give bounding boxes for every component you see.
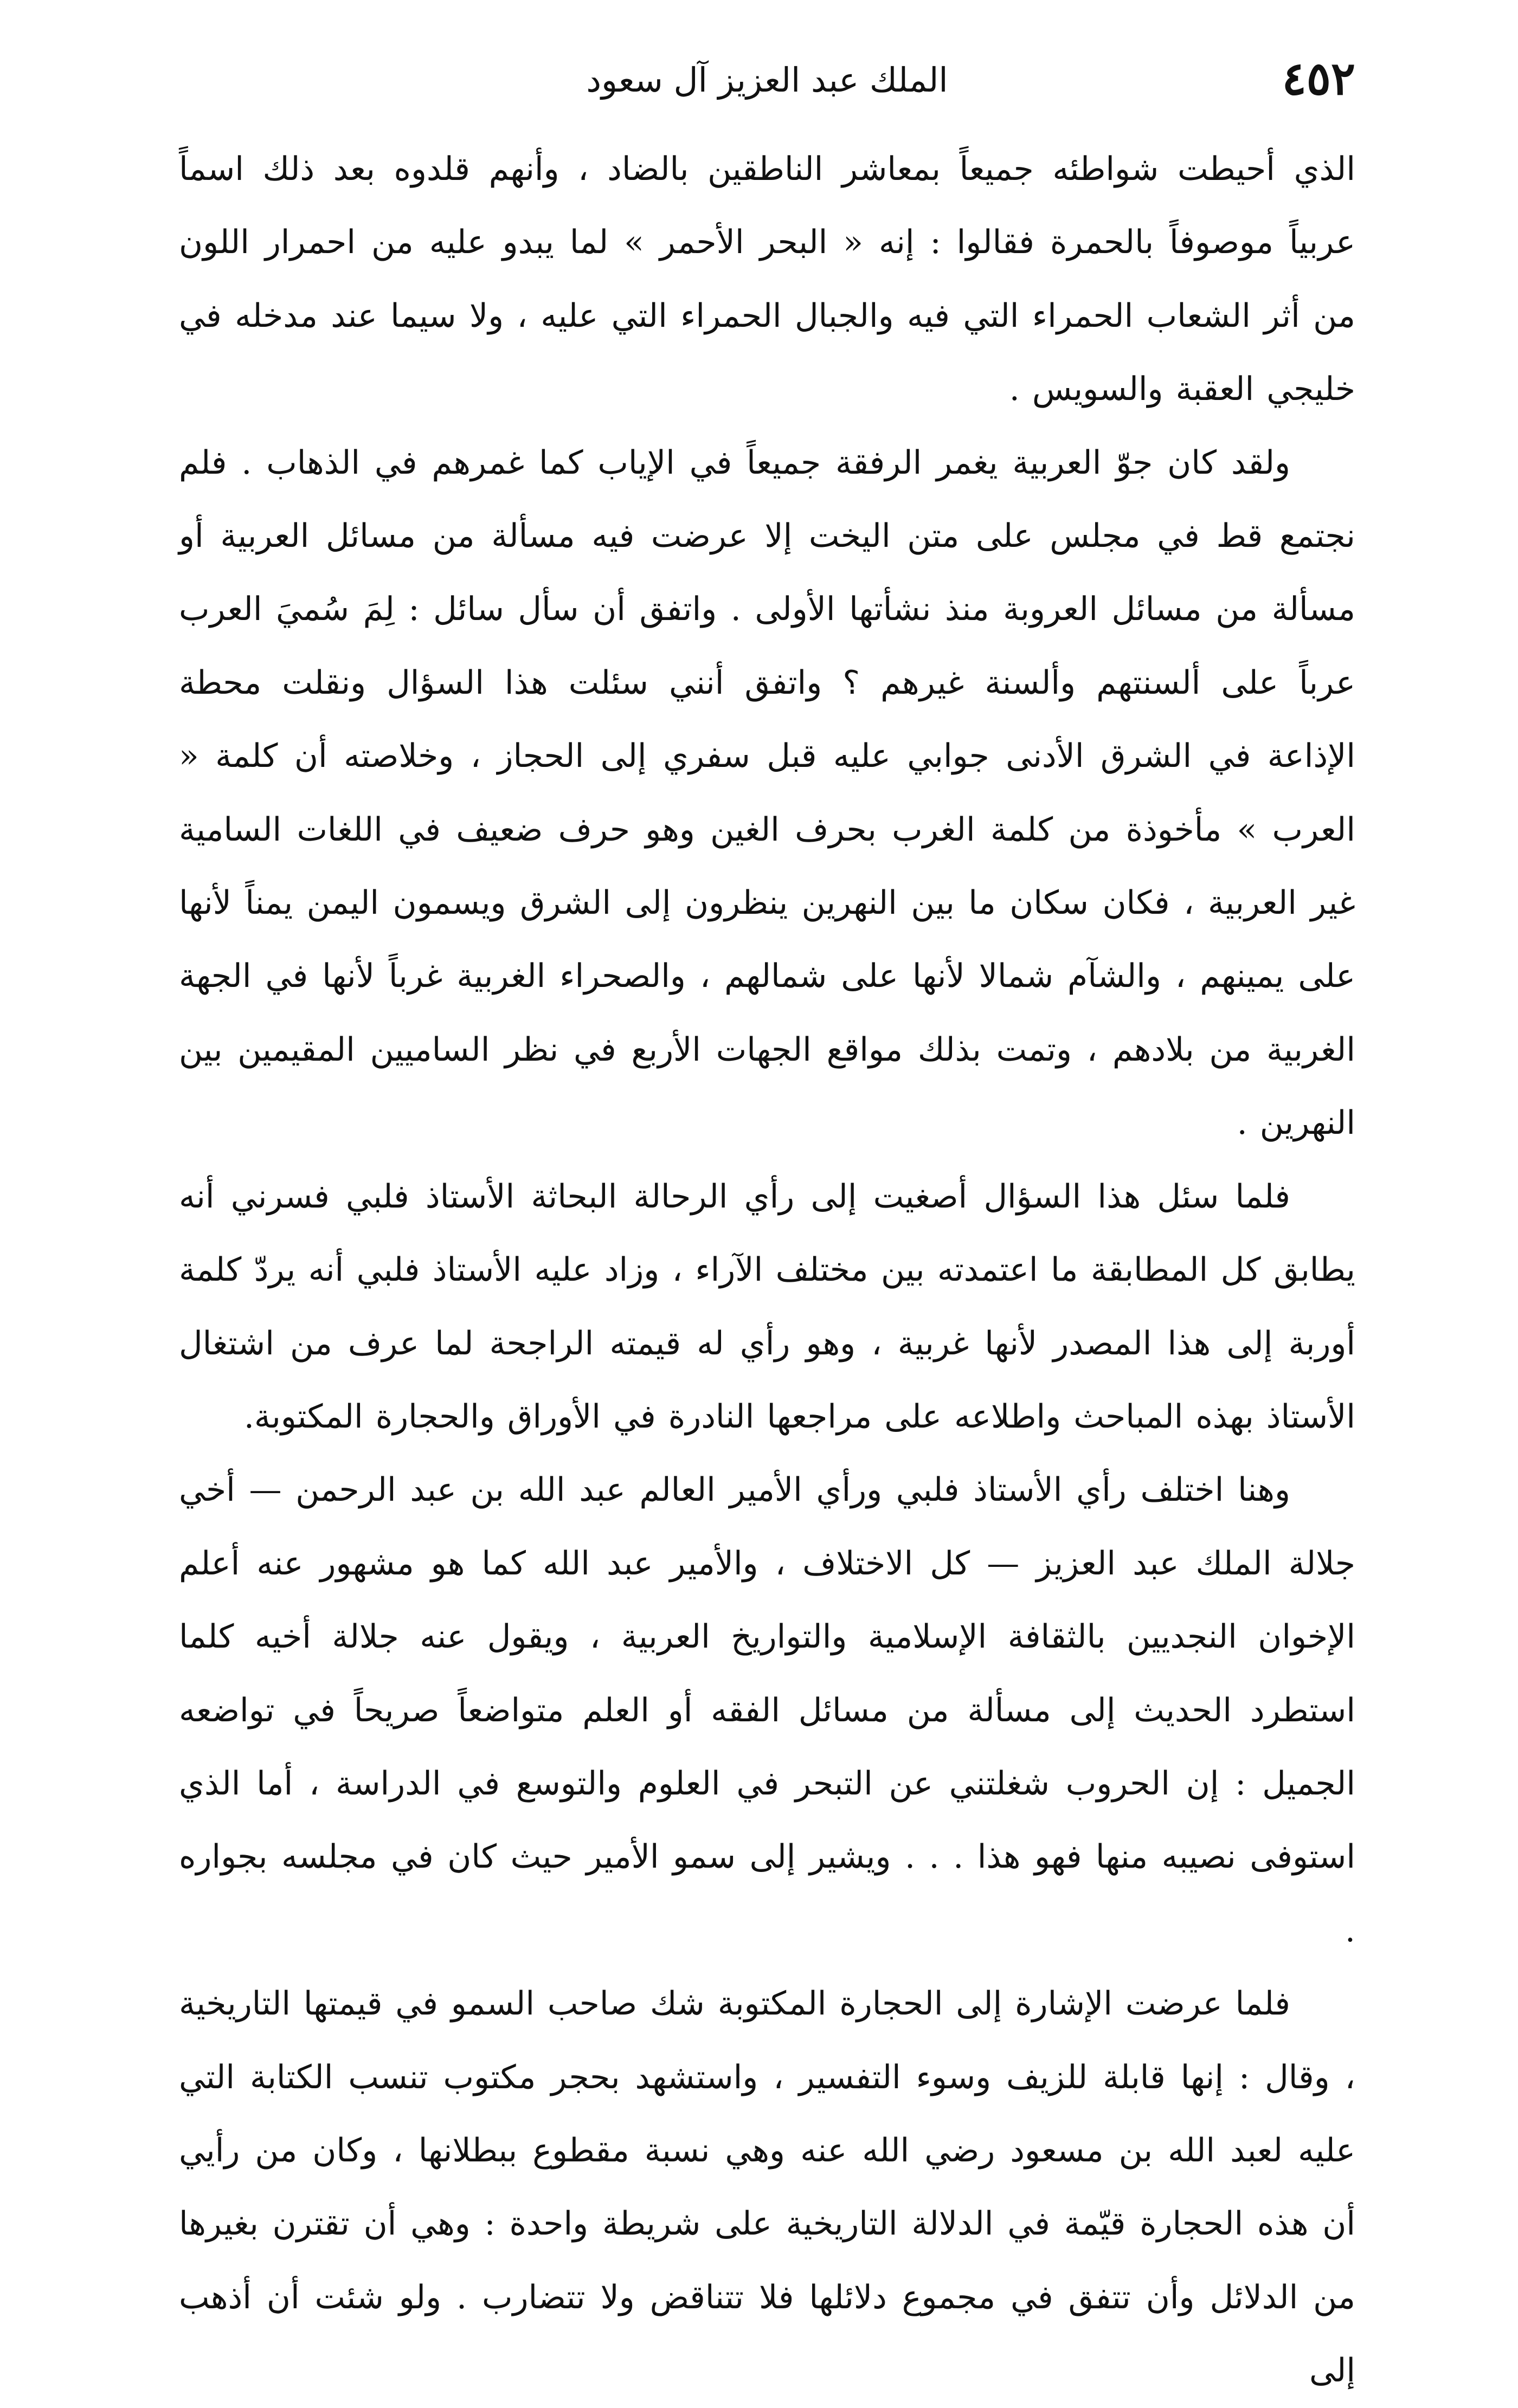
- running-header: [179, 49, 1355, 114]
- page-number: ٤٥٢: [1282, 51, 1355, 105]
- paragraph: وهنا اختلف رأي الأستاذ فلبي ورأي الأمير العالم عبد الله بن عبد الرحمن — أخي جلالة الملك عبد العزيز — كل الاختلاف ، والأمير عبد الله كما هو مشهور عنه أعلم الإخوان النجديين بالثقافة الإسلامية والتواريخ العربية ، ويقول عنه جلالة أخيه كلما استطرد الحديث إلى مسألة من مسائل الفقه أو العلم متواضعاً صريحاً في تواضعه الجميل : إن الحروب شغلتني عن التبحر في العلوم والتوسع في الدراسة ، أما الذي استوفى نصيبه منها فهو هذا . . . ويشير إلى سمو الأمير حيث كان في مجلسه بجواره .: [179, 1471, 1355, 1949]
- paragraph: فلما سئل هذا السؤال أصغيت إلى رأي الرحالة البحاثة الأستاذ فلبي فسرني أنه يطابق كل المطابقة ما اعتمدته بين مختلف الآراء ، وزاد عليه الأستاذ فلبي أنه يردّ كلمة أوربة إلى هذا المصدر لأنها غربية ، وهو رأي له قيمته الراجحة لما عرف من اشتغال الأستاذ بهذه المباحث واطلاعه على مراجعها النادرة في الأوراق والحجارة المكتوبة.: [179, 1177, 1355, 1436]
- paragraph: الذي أحيطت شواطئه جميعاً بمعاشر الناطقين بالضاد ، وأنهم قلدوه بعد ذلك اسماً عربياً موصوفاً بالحمرة فقالوا : إنه « البحر الأحمر » لما يبدو عليه من احمرار اللون من أثر الشعاب الحمراء التي فيه والجبال الحمراء التي عليه ، ولا سيما عند مدخله في خليجي العقبة والسويس .: [179, 150, 1355, 409]
- body-text: [179, 133, 1355, 2390]
- book-title: الملك عبد العزيز آل سعود: [586, 60, 948, 100]
- paragraph: ولقد كان جوّ العربية يغمر الرفقة جميعاً في الإياب كما غمرهم في الذهاب . فلم نجتمع قط في مجلس على متن اليخت إلا عرضت فيه مسألة من مسائل العربية أو مسألة من مسائل العروبة منذ نشأتها الأولى . واتفق أن سأل سائل : لِمَ سُميَ العرب عرباً على ألسنتهم وألسنة غيرهم ؟ واتفق أنني سئلت هذا السؤال ونقلت محطة الإذاعة في الشرق الأدنى جوابي عليه قبل سفري إلى الحجاز ، وخلاصته أن كلمة « العرب » مأخوذة من كلمة الغرب بحرف الغين وهو حرف ضعيف في اللغات السامية غير العربية ، فكان سكان ما بين النهرين ينظرون إلى الشرق ويسمون اليمن يمناً لأنها على يمينهم ، والشآم شمالا لأنها على شمالهم ، والصحراء الغربية غرباً لأنها في الجهة الغربية من بلادهم ، وتمت بذلك مواقع الجهات الأربع في نظر الساميين المقيمين بين النهرين .: [179, 443, 1355, 1142]
- paragraph: فلما عرضت الإشارة إلى الحجارة المكتوبة شك صاحب السمو في قيمتها التاريخية ، وقال : إنها قابلة للزيف وسوء التفسير ، واستشهد بحجر مكتوب تنسب الكتابة التي عليه لعبد الله بن مسعود رضي الله عنه وهي نسبة مقطوع ببطلانها ، وكان من رأيي أن هذه الحجارة قيّمة في الدلالة التاريخية على شريطة واحدة : وهي أن تقترن بغيرها من الدلائل وأن تتفق في مجموع دلائلها فلا تتناقض ولا تتضارب . ولو شئت أن أذهب إلى: [179, 1985, 1355, 2390]
